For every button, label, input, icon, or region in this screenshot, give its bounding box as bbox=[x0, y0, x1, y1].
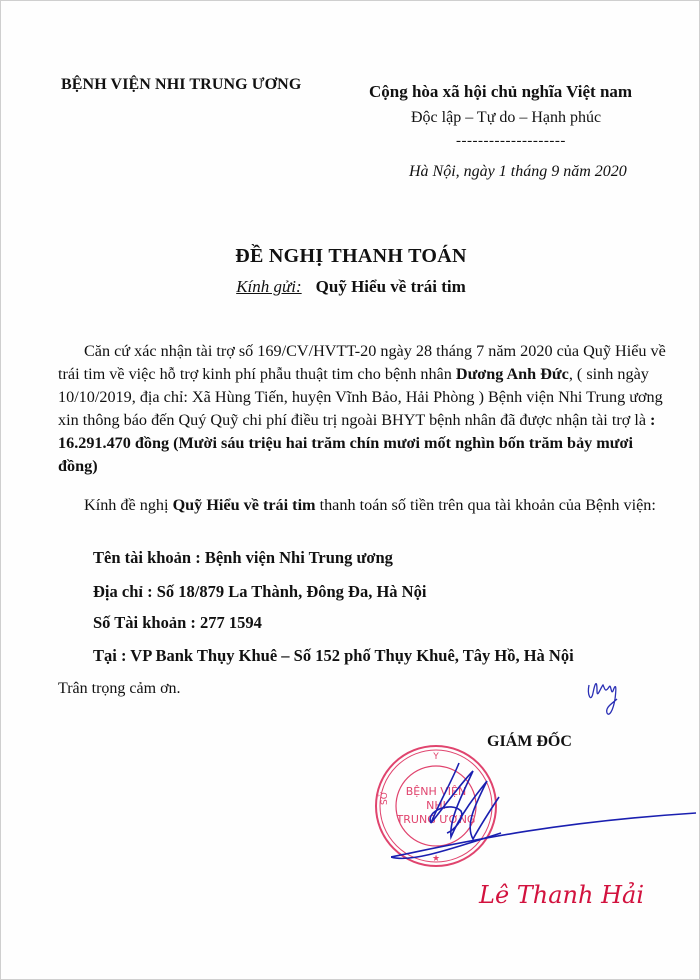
national-motto: Độc lập – Tự do – Hạnh phúc bbox=[411, 109, 602, 126]
recipient-name: Quỹ Hiểu về trái tim bbox=[315, 277, 466, 296]
recipient-line bbox=[1, 277, 700, 297]
fund-name: Quỹ Hiểu về trái tim bbox=[172, 496, 316, 514]
paragraph-text: thanh toán số tiền trên qua tài khoản của Bệnh viện: bbox=[315, 496, 656, 514]
paragraph-text: , ( sinh ngày 10/10/2019, địa chỉ: Xã Hùng Tiến, huyện Vĩnh Bảo, Hải Phòng ) Bệnh viện Nhi Trung ương xin thông báo đến Quý Quỹ chi phí điều trị ngoài BHYT bệnh nhân đã được nhận tài trợ là bbox=[58, 365, 663, 429]
place-date: Hà Nội, ngày 1 tháng 9 năm 2020 bbox=[409, 163, 627, 180]
paragraph-text: Căn cứ xác nhận tài trợ số 169/CV/HVTT-20 ngày 28 tháng 7 năm 2020 của Quỹ Hiểu về trái tim về việc hỗ trợ kinh phí phẫu thuật tim cho bệnh nhân bbox=[58, 342, 666, 383]
account-number: Số Tài khoản : 277 1594 bbox=[93, 613, 262, 632]
patient-name: Dương Anh Đức bbox=[455, 365, 569, 383]
initials-signature-icon bbox=[583, 673, 623, 721]
svg-text:NHI: NHI bbox=[426, 799, 446, 812]
nation-heading: Cộng hòa xã hội chủ nghĩa Việt nam bbox=[369, 82, 633, 101]
director-signature-icon bbox=[391, 753, 700, 863]
director-title: GIÁM ĐỐC bbox=[487, 733, 572, 750]
signer-name: Lê Thanh Hải bbox=[479, 881, 644, 909]
document-title: ĐỀ NGHỊ THANH TOÁN bbox=[235, 245, 467, 267]
recipient-label: Kính gửi: bbox=[236, 277, 302, 296]
account-address: Địa chỉ : Số 18/879 La Thành, Đông Đa, Hà Nội bbox=[93, 582, 427, 601]
account-name: Tên tài khoản : Bệnh viện Nhi Trung ương bbox=[93, 548, 393, 567]
paragraph-text: Kính đề nghị bbox=[84, 496, 173, 514]
paragraph-basis bbox=[58, 340, 668, 478]
svg-text:TRUNG ƯƠNG: TRUNG ƯƠNG bbox=[396, 813, 476, 826]
svg-text:Y: Y bbox=[433, 752, 439, 762]
header-separator: -------------------- bbox=[456, 133, 566, 149]
svg-text:★: ★ bbox=[431, 854, 441, 864]
svg-text:BỆNH VIỆN: BỆNH VIỆN bbox=[405, 785, 467, 798]
organization-name: BỆNH VIỆN NHI TRUNG ƯƠNG bbox=[61, 76, 302, 93]
closing-text: Trân trọng cảm ơn. bbox=[58, 680, 181, 697]
svg-text:SỞ: SỞ bbox=[380, 791, 390, 805]
sponsored-amount: : 16.291.470 đồng (Mười sáu triệu hai trăm chín mươi mốt nghìn bốn trăm bảy mươi đồng) bbox=[58, 411, 656, 475]
paragraph-request bbox=[58, 494, 668, 517]
account-bank: Tại : VP Bank Thụy Khuê – Số 152 phố Thụy Khuê, Tây Hồ, Hà Nội bbox=[93, 646, 574, 665]
